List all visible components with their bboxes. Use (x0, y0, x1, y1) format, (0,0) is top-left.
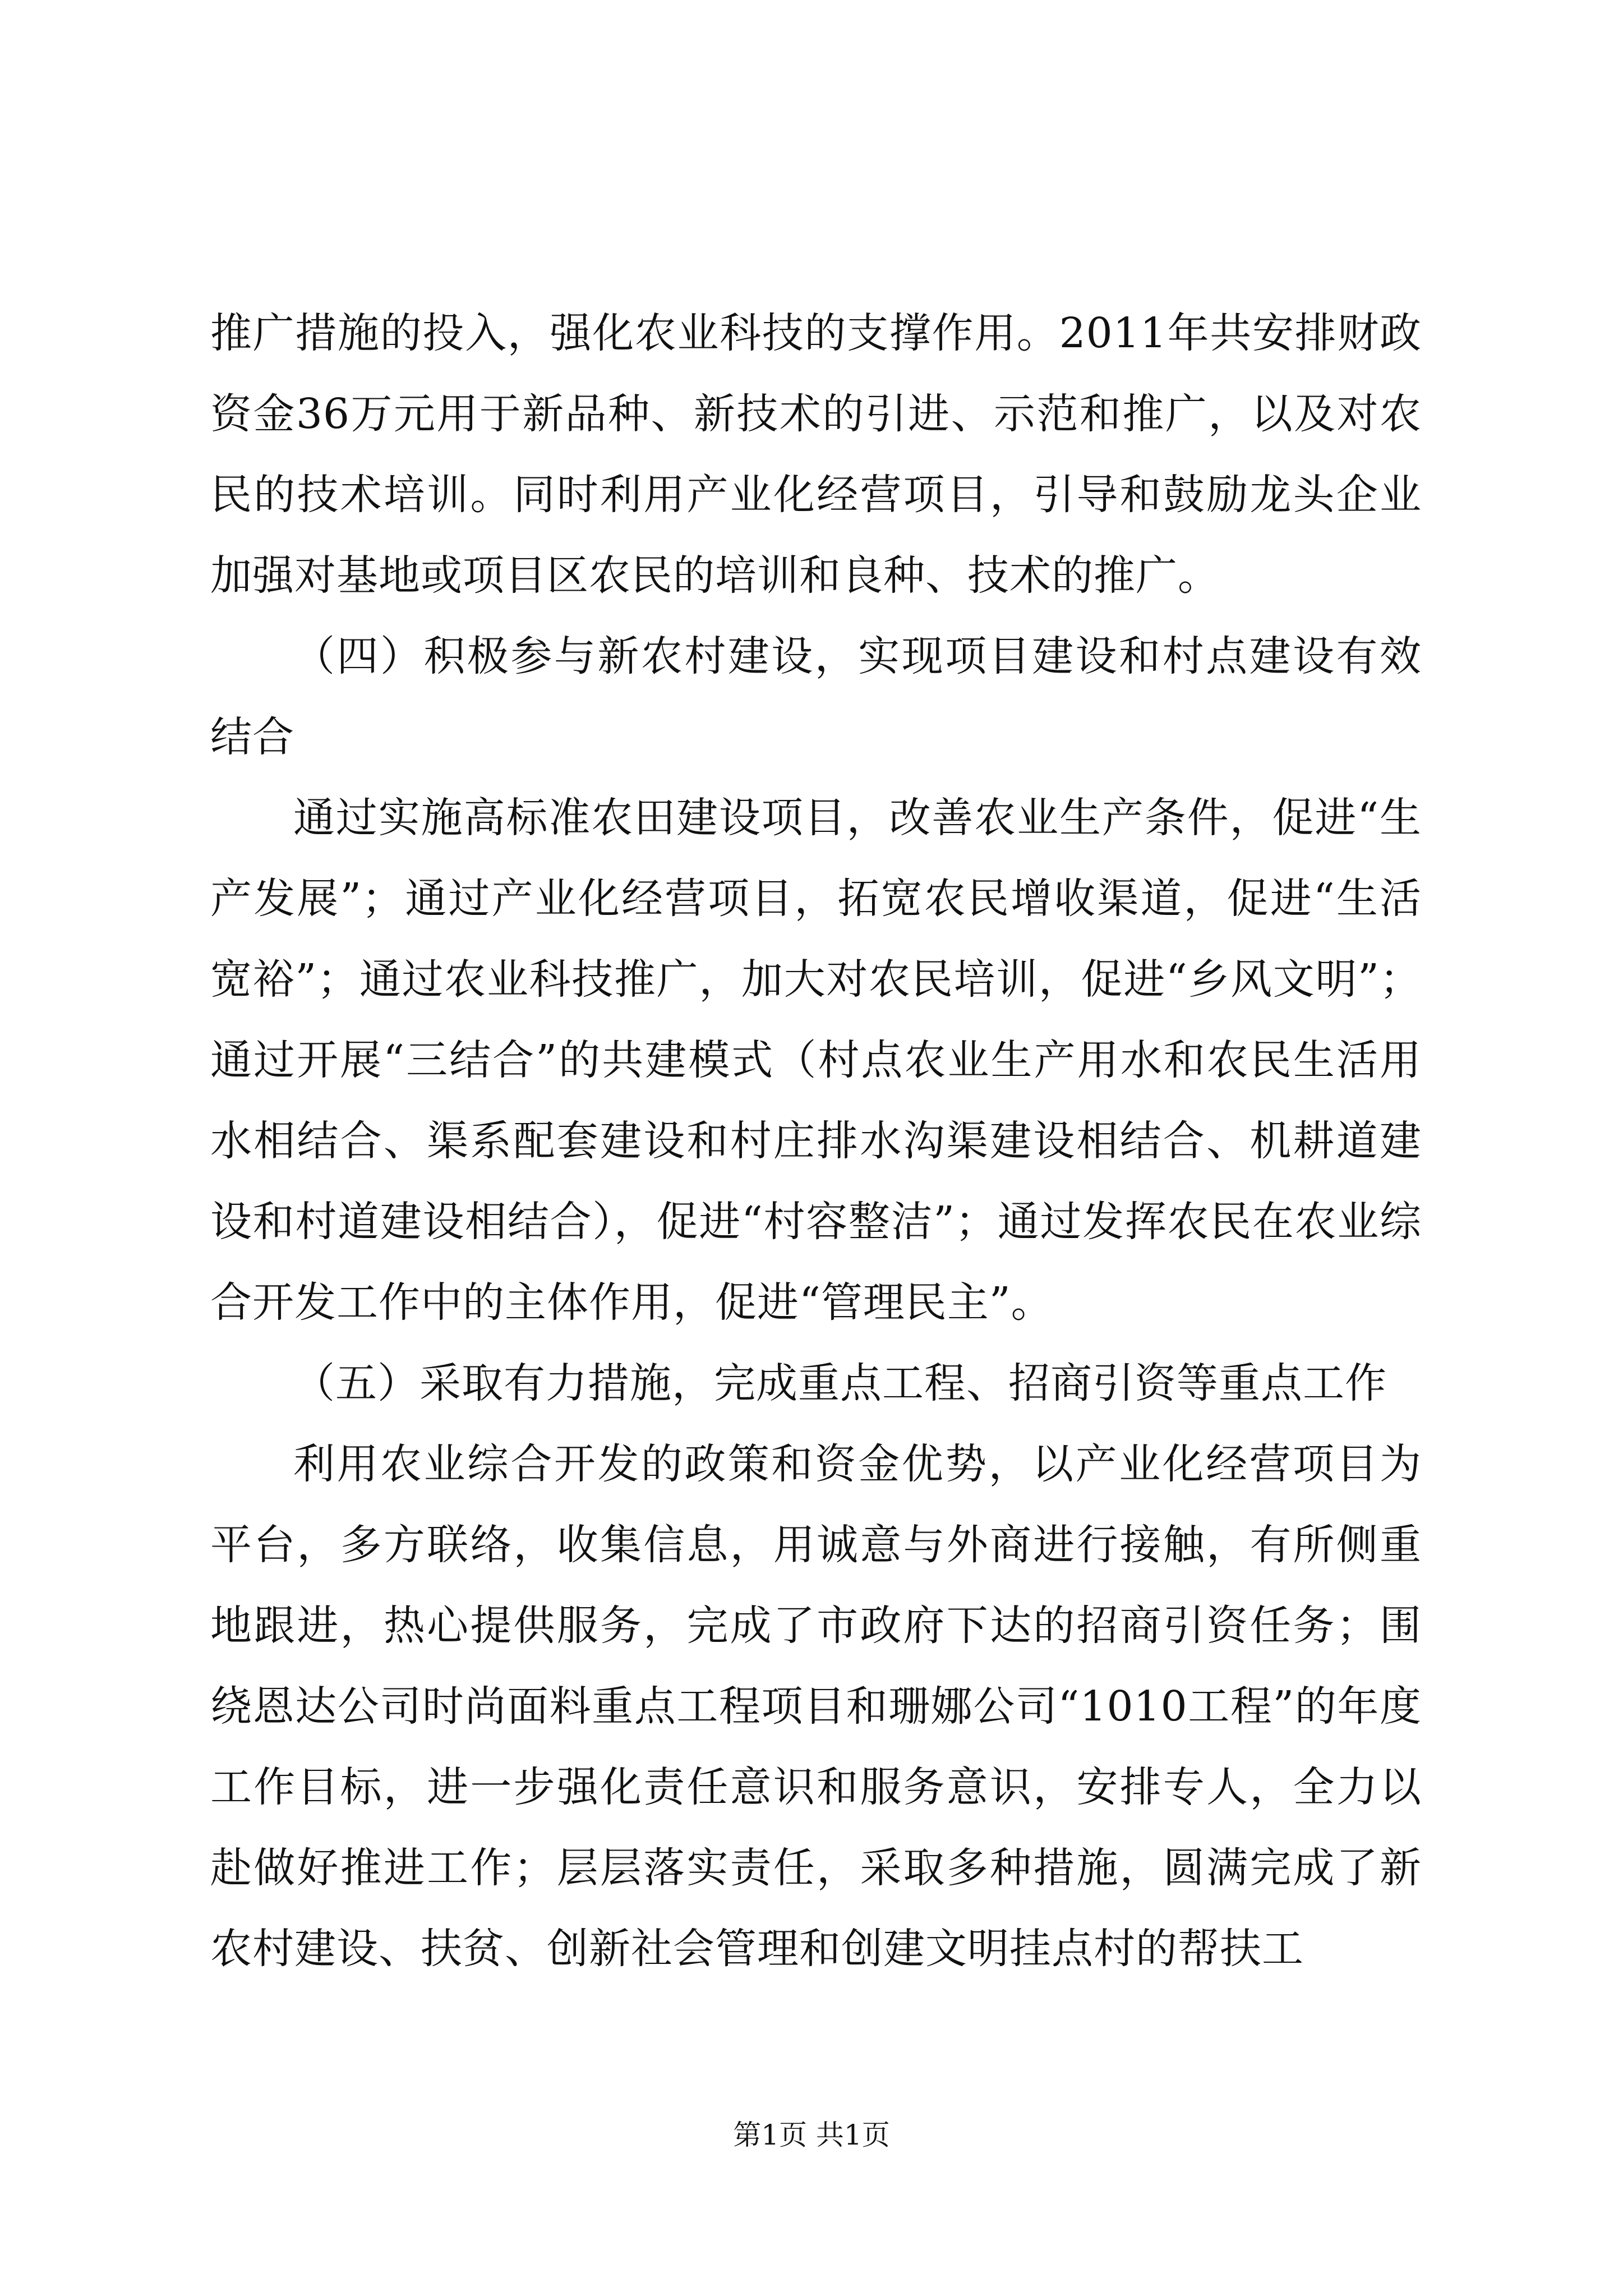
page-number-label: 第1页 共1页 (733, 2119, 890, 2151)
section-heading-four: （四）积极参与新农村建设，实现项目建设和村点建设有效结合 (210, 632, 1422, 761)
paragraph-continuation: 推广措施的投入，强化农业科技的支撑作用。2011年共安排财政资金36万元用于新品种、新技术的引进、示范和推广，以及对农民的技术培训。同时利用产业化经营项目，引导和鼓励龙头企业加强对基地或项目区农民的培训和良种、技术的推广。 (210, 309, 1422, 600)
page-footer (0, 2118, 1623, 2152)
paragraph-new-rural-construction: 通过实施高标准农田建设项目，改善农业生产条件，促进“生产发展”；通过产业化经营项目，拓宽农民增收渠道，促进“生活宽裕”；通过农业科技推广，加大对农民培训，促进“乡风文明”；通过开展“三结合”的共建模式（村点农业生产用水和农民生活用水相结合、渠系配套建设和村庄排水沟渠建设相结合、机耕道建设和村道建设相结合），促进“村容整洁”；通过发挥农民在农业综合开发工作中的主体作用，促进“管理民主”。 (210, 794, 1422, 1327)
paragraph-investment-work: 利用农业综合开发的政策和资金优势，以产业化经营项目为平台，多方联络，收集信息，用诚意与外商进行接触，有所侧重地跟进，热心提供服务，完成了市政府下达的招商引资任务；围绕恩达公司时尚面料重点工程项目和珊娜公司“1010工程”的年度工作目标，进一步强化责任意识和服务意识，安排专人，全力以赴做好推进工作；层层落实责任，采取多种措施，圆满完成了新农村建设、扶贫、创新社会管理和创建文明挂点村的帮扶工 (210, 1440, 1422, 1973)
document-body (210, 293, 1422, 1989)
section-heading-five: （五）采取有力措施，完成重点工程、招商引资等重点工作 (293, 1359, 1387, 1407)
